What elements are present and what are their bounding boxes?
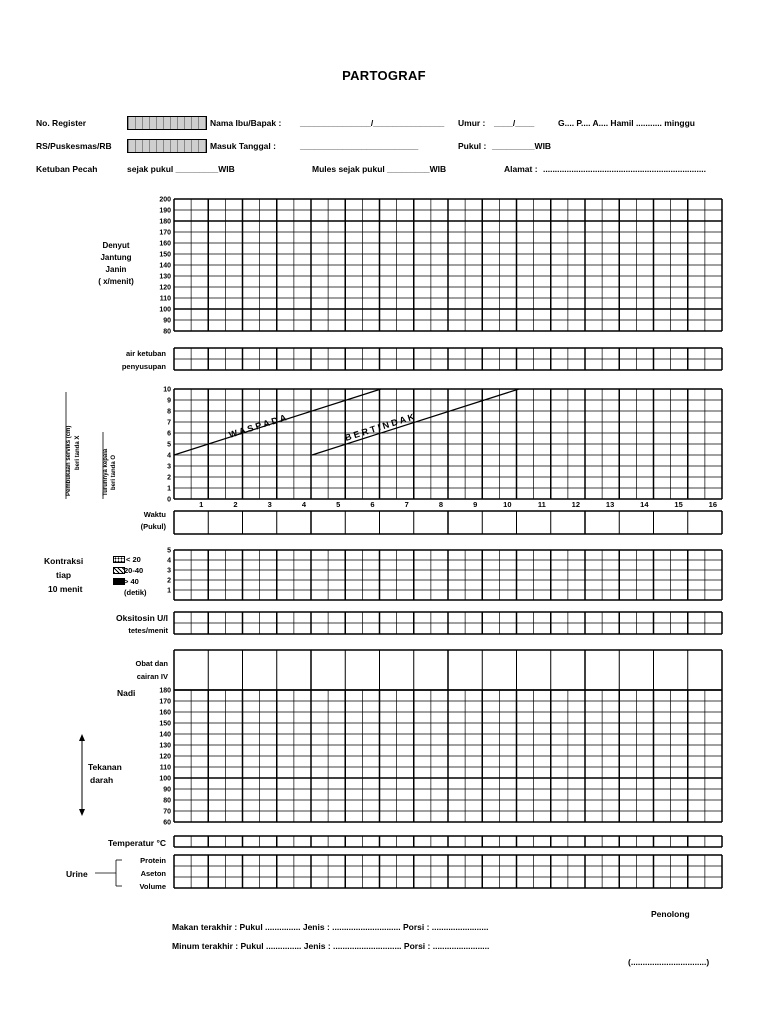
- bertindak-text: B E R T I N D A K: [343, 411, 416, 443]
- hour-label: 9: [473, 500, 478, 509]
- scale-label: 1: [167, 485, 171, 493]
- scale-label: 180: [159, 218, 171, 226]
- hour-label: 5: [336, 500, 341, 509]
- scale-label: 9: [167, 397, 171, 405]
- scale-label: 6: [167, 430, 171, 438]
- penolong-signature-field[interactable]: (................................): [628, 957, 710, 967]
- oksitosin-label: Oksitosin U/l: [116, 613, 168, 623]
- nama-label: Nama Ibu/Bapak :: [210, 118, 282, 128]
- scale-label: 60: [163, 819, 171, 827]
- waspada-text: W A S P A D A: [227, 412, 288, 440]
- scale-label: 7: [167, 419, 171, 427]
- temperatur-label: Temperatur °C: [107, 838, 166, 848]
- legend-lt20: < 20: [126, 555, 141, 564]
- darah-label: darah: [90, 775, 114, 785]
- scale-label: 2: [167, 577, 171, 585]
- alamat-field[interactable]: .....................................................................: [543, 164, 706, 174]
- hour-label: 3: [267, 500, 272, 509]
- scale-label: 150: [159, 720, 171, 728]
- page-title: PARTOGRAF: [342, 68, 426, 83]
- masuk-label: Masuk Tanggal :: [210, 141, 276, 151]
- scale-label: 170: [159, 698, 171, 706]
- pukul-row-label: (Pukul): [140, 522, 166, 531]
- makan-terakhir-field[interactable]: Makan terakhir : Pukul ............... Jenis : ............................. Porsi : ........................: [172, 922, 489, 932]
- hour-label: 4: [301, 500, 306, 509]
- scale-label: 4: [167, 452, 171, 460]
- scale-label: 190: [159, 207, 171, 215]
- hour-label: 1: [199, 500, 204, 509]
- waktu-label: Waktu: [143, 510, 166, 519]
- scale-label: 200: [159, 196, 171, 204]
- djj-label-line: Janin: [105, 265, 127, 274]
- legend-20-40: 20-40: [124, 566, 144, 575]
- scale-label: 90: [163, 786, 171, 794]
- pukul-label: Pukul :: [458, 141, 487, 151]
- scale-label: 0: [167, 496, 171, 504]
- penyusupan-label: penyusupan: [121, 362, 166, 371]
- hour-label: 10: [503, 500, 512, 509]
- hour-label: 15: [674, 500, 683, 509]
- arrow-up-icon: [79, 734, 85, 741]
- scale-label: 80: [163, 797, 171, 805]
- scale-label: 90: [163, 317, 171, 325]
- scale-label: 100: [159, 306, 171, 314]
- scale-label: 160: [159, 709, 171, 717]
- penolong-label: Penolong: [651, 909, 690, 919]
- nadi-label: Nadi: [117, 688, 136, 698]
- mules-field[interactable]: Mules sejak pukul _________WIB: [312, 164, 447, 174]
- turunnya-kepala-label: Turunnya kepala: [103, 448, 109, 496]
- tetes-label: tetes/menit: [128, 626, 168, 635]
- hour-label: 16: [708, 500, 717, 509]
- nama-field[interactable]: _______________/_______________: [300, 118, 445, 128]
- register-label: No. Register: [36, 118, 87, 128]
- cairan-label: cairan IV: [136, 672, 168, 681]
- aseton-label: Aseton: [140, 869, 166, 878]
- scale-label: 180: [159, 687, 171, 695]
- umur-label: Umur :: [458, 118, 486, 128]
- umur-field[interactable]: ____/____: [494, 118, 535, 128]
- hour-label: 2: [233, 500, 238, 509]
- djj-label-line: Denyut: [102, 241, 130, 250]
- hour-label: 8: [438, 500, 443, 509]
- masuk-field[interactable]: _________________________: [300, 141, 419, 151]
- alamat-label: Alamat :: [504, 164, 538, 174]
- scale-label: 130: [159, 742, 171, 750]
- volume-label: Volume: [139, 882, 166, 891]
- scale-label: 10: [163, 386, 171, 394]
- protein-label: Protein: [140, 856, 166, 865]
- scale-label: 140: [159, 262, 171, 270]
- kontraksi-label: Kontraksi: [44, 556, 84, 566]
- air-ketuban-label: air ketuban: [125, 349, 166, 358]
- urine-label: Urine: [66, 869, 88, 879]
- scale-label: 130: [159, 273, 171, 281]
- pembukaan-serviks-label: Pembukaan serviks (cm): [66, 425, 72, 496]
- gpa-field[interactable]: G.... P.... A.... Hamil ........... minggu: [558, 118, 695, 128]
- scale-label: 150: [159, 251, 171, 259]
- scale-label: 1: [167, 587, 171, 595]
- hour-label: 13: [605, 500, 615, 509]
- scale-label: 140: [159, 731, 171, 739]
- scale-label: 5: [167, 441, 171, 449]
- hour-label: 6: [370, 500, 375, 509]
- minum-terakhir-field[interactable]: Minum terakhir : Pukul ............... Jenis : ............................. Porsi : ........................: [172, 941, 490, 951]
- tanda-x-label: beri tanda X: [75, 435, 81, 470]
- djj-label-line: Jantung: [100, 253, 132, 262]
- scale-label: 170: [159, 229, 171, 237]
- scale-label: 160: [159, 240, 171, 248]
- scale-label: 4: [167, 557, 171, 565]
- scale-label: 8: [167, 408, 171, 416]
- tiap-label: tiap: [56, 570, 72, 580]
- legend-detik: (detik): [124, 588, 147, 597]
- pukul-field[interactable]: _________WIB: [492, 141, 552, 151]
- ketuban-label: Ketuban Pecah: [36, 164, 98, 174]
- hour-label: 12: [571, 500, 580, 509]
- arrow-down-icon: [79, 809, 85, 816]
- scale-label: 120: [159, 284, 171, 292]
- scale-label: 2: [167, 474, 171, 482]
- legend-gt40: > 40: [124, 577, 139, 586]
- tekanan-label: Tekanan: [88, 762, 122, 772]
- hour-label: 11: [537, 500, 546, 509]
- hour-label: 7: [404, 500, 409, 509]
- tanda-o-label: beri tanda O: [111, 454, 117, 490]
- rs-label: RS/Puskesmas/RB: [36, 141, 112, 151]
- scale-label: 110: [159, 764, 171, 772]
- scale-label: 80: [163, 328, 171, 336]
- scale-label: 120: [159, 753, 171, 761]
- scale-label: 3: [167, 567, 171, 575]
- obat-label: Obat dan: [135, 659, 168, 668]
- sepuluh-menit-label: 10 menit: [48, 584, 83, 594]
- scale-label: 100: [159, 775, 171, 783]
- djj-label-line: ( x/menit): [98, 277, 134, 286]
- scale-label: 3: [167, 463, 171, 471]
- scale-label: 5: [167, 547, 171, 555]
- ketuban-sejak-field[interactable]: sejak pukul _________WIB: [127, 164, 235, 174]
- hour-label: 14: [640, 500, 649, 509]
- scale-label: 70: [163, 808, 171, 816]
- scale-label: 110: [159, 295, 171, 303]
